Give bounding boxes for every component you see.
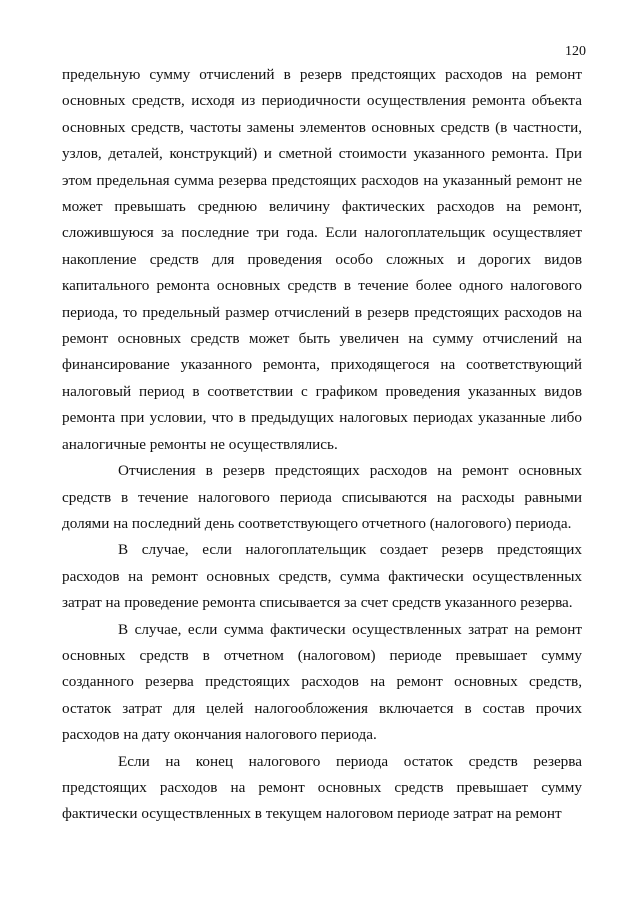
paragraph-reserve-balance: Если на конец налогового периода остаток средств резерва предстоящих расходов на ремонт основных средств превышает сумму фактически осуществленных в текущем налоговом периоде затрат на ремонт (62, 752, 582, 823)
paragraph-continued: предельную сумму отчислений в резерв предстоящих расходов на ремонт основных средств, исходя из периодичности осуществления ремонта объекта основных средств, частоты замены элементов основных средств (в частности, узлов, деталей, конструкций) и сметной стоимости указанного ремонта. При этом предельная сумма резерва предстоящих расходов на указанный ремонт не может превышать среднюю величину фактических расходов на ремонт, сложившуюся за последние три года. Если налогоплательщик осуществляет накопление средств для проведения особо сложных и дорогих видов капитального ремонта основных средств в течение более одного налогового периода, то предельный размер отчислений в резерв предстоящих расходов на ремонт основных средств может быть увеличен на сумму отчислений на финансирование указанного ремонта, приходящегося на соответствующий налоговый период в соответствии с графиком проведения указанных видов ремонта при условии, что в предыдущих налоговых периодах указанные либо аналогичные ремонты не осуществлялись. (62, 66, 582, 453)
body-text (62, 62, 582, 828)
page-number: 120 (565, 44, 586, 59)
paragraph-costs-exceed-reserve: В случае, если сумма фактически осуществленных затрат на ремонт основных средств в отчетном (налоговом) периоде превышает сумму созданного резерва предстоящих расходов на ремонт основных средств, остаток затрат для целей налогообложения включается в состав прочих расходов на дату окончания налогового периода. (62, 620, 582, 744)
paragraph-reserve-created: В случае, если налогоплательщик создает резерв предстоящих расходов на ремонт основных средств, сумма фактически осуществленных затрат на проведение ремонта списывается за счет средств указанного резерва. (62, 541, 582, 612)
paragraph-reserve-deductions: Отчисления в резерв предстоящих расходов на ремонт основных средств в течение налогового периода списываются на расходы равными долями на последний день соответствующего отчетного (налогового) периода. (62, 462, 582, 532)
